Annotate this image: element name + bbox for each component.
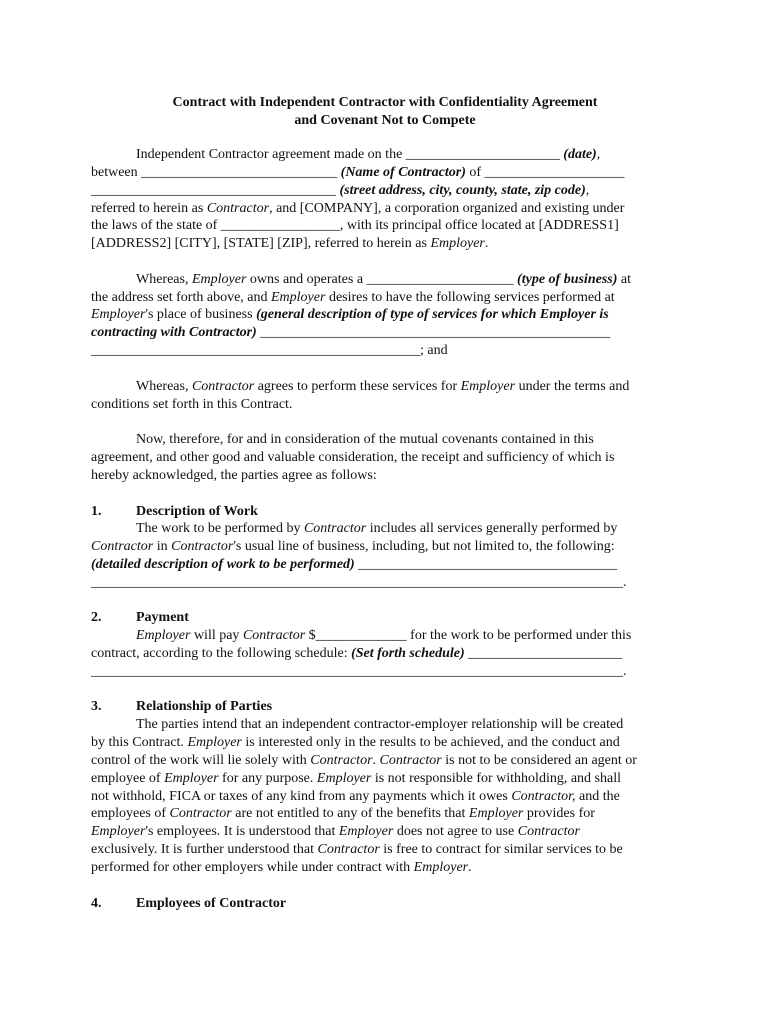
now-therefore-line-3: hereby acknowledged, the parties agree as follows: — [91, 468, 377, 483]
whereas1-line-5: _______________________________________________; and — [91, 343, 448, 358]
section-2-heading: Payment — [136, 610, 189, 625]
intro-line-1: Independent Contractor agreement made on the ______________________ (date), — [136, 147, 601, 162]
section-3-line-8: exclusively. It is further understood that Contractor is free to contract for similar services to be — [91, 842, 623, 857]
section-1-heading: Description of Work — [136, 504, 258, 519]
intro-line-2: between ____________________________ (Name of Contractor) of ____________________ — [91, 165, 625, 180]
document-title-line-1: Contract with Independent Contractor with Confidentiality Agreement — [172, 95, 598, 110]
section-3-line-1: The parties intend that an independent contractor-employer relationship will be created — [136, 717, 624, 732]
section-1-number: 1. — [91, 504, 102, 519]
whereas2-line-1: Whereas, Contractor agrees to perform these services for Employer under the terms and — [136, 379, 630, 394]
section-3-line-7: Employer's employees. It is understood that Employer does not agree to use Contractor — [91, 824, 580, 839]
whereas1-line-3: Employer's place of business (general description of type of services for which Employer is — [91, 307, 609, 322]
section-2-line-3: ____________________________________________________________________________. — [91, 664, 627, 679]
section-1-line-1: The work to be performed by Contractor includes all services generally performed by — [136, 521, 618, 536]
section-1-line-2: Contractor in Contractor's usual line of business, including, but not limited to, the following: — [91, 539, 615, 554]
section-4-heading: Employees of Contractor — [136, 896, 287, 911]
section-3-line-5: not withhold, FICA or taxes of any kind from any payments which it owes Contractor, and the — [91, 789, 620, 804]
section-3-heading: Relationship of Parties — [136, 699, 273, 714]
intro-line-3: ___________________________________ (street address, city, county, state, zip code), — [91, 183, 590, 198]
whereas1-line-4: contracting with Contractor) __________________________________________________ — [91, 325, 611, 340]
section-1-line-3: (detailed description of work to be performed) _____________________________________ — [91, 557, 618, 572]
section-3-line-6: employees of Contractor are not entitled to any of the benefits that Employer provides for — [91, 806, 595, 821]
section-3-line-9: performed for other employers while under contract with Employer. — [91, 860, 472, 875]
intro-line-5: the laws of the state of _________________, with its principal office located at [ADDRESS1] — [91, 218, 619, 233]
section-4-number: 4. — [91, 896, 102, 911]
whereas1-line-2: the address set forth above, and Employer desires to have the following services performed at — [91, 290, 615, 305]
section-2-number: 2. — [91, 610, 102, 625]
section-3-line-2: by this Contract. Employer is interested only in the results to be achieved, and the conduct and — [91, 735, 620, 750]
section-3-line-4: employee of Employer for any purpose. Employer is not responsible for withholding, and shall — [91, 771, 621, 786]
intro-line-6: [ADDRESS2] [CITY], [STATE] [ZIP], referred to herein as Employer. — [91, 236, 489, 251]
now-therefore-line-1: Now, therefore, for and in consideration of the mutual covenants contained in this — [136, 432, 594, 447]
whereas2-line-2: conditions set forth in this Contract. — [91, 397, 293, 412]
section-3-number: 3. — [91, 699, 102, 714]
section-1-line-4: ____________________________________________________________________________. — [91, 575, 627, 590]
document-title-line-2: and Covenant Not to Compete — [294, 113, 476, 128]
whereas1-line-1: Whereas, Employer owns and operates a _____________________ (type of business) at — [136, 272, 631, 287]
now-therefore-line-2: agreement, and other good and valuable consideration, the receipt and sufficiency of which is — [91, 450, 615, 465]
section-2-line-1: Employer will pay Contractor $_____________ for the work to be performed under this — [136, 628, 632, 643]
section-2-line-2: contract, according to the following schedule: (Set forth schedule) ______________________ — [91, 646, 623, 661]
intro-line-4: referred to herein as Contractor, and [COMPANY], a corporation organized and existing under — [91, 201, 625, 216]
section-3-line-3: control of the work will lie solely with Contractor. Contractor is not to be considered an agent or — [91, 753, 637, 768]
